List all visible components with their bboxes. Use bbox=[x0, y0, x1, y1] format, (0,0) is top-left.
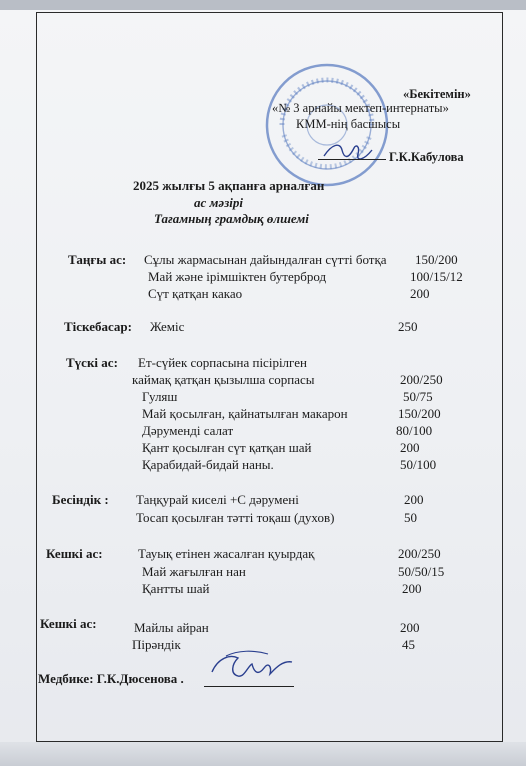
director-name: Г.К.Кабулова bbox=[389, 150, 464, 164]
menu-item-name: Май қосылған, қайнатылған макарон bbox=[142, 406, 348, 421]
menu-item-name: Қарабидай-бидай наны. bbox=[142, 457, 274, 472]
menu-item-amount: 200 bbox=[402, 581, 422, 596]
menu-item-name: Май жағылған нан bbox=[142, 564, 246, 579]
menu-item-amount: 45 bbox=[402, 637, 415, 652]
page-bottom-shadow bbox=[0, 742, 526, 766]
meal-label-snack: Тіскебасар: bbox=[64, 319, 132, 334]
page-top-shadow bbox=[0, 0, 526, 10]
meal-label-second-dinner: Кешкі ас: bbox=[40, 616, 97, 631]
director-signature bbox=[318, 138, 394, 168]
menu-item-amount: 150/200 bbox=[415, 252, 458, 267]
nurse-label: Медбике: Г.К.Дюсенова . bbox=[38, 671, 184, 686]
menu-item-name: Ет-сүйек сорпасына пісірілген bbox=[138, 355, 307, 370]
menu-item-amount: 200 bbox=[404, 492, 424, 507]
menu-item-amount: 150/200 bbox=[398, 406, 441, 421]
menu-item-name: Сұлы жармасынан дайындалған сүтті ботқа bbox=[144, 252, 387, 267]
menu-item-amount: 50/50/15 bbox=[398, 564, 445, 579]
nurse-signature-line bbox=[204, 686, 294, 687]
menu-item-name: Май және ірімшіктен бутерброд bbox=[148, 269, 327, 284]
meal-label-lunch: Түскі ас: bbox=[66, 355, 118, 370]
menu-item-amount: 200/250 bbox=[398, 546, 441, 561]
nurse-signature bbox=[208, 648, 300, 686]
approval-line-3: КММ-нің басшысы bbox=[296, 117, 401, 131]
menu-item-name: Пірәндік bbox=[132, 637, 181, 652]
menu-item-name: Майлы айран bbox=[134, 620, 209, 635]
menu-title: ас мәзірі bbox=[194, 195, 243, 210]
menu-item-amount: 100/15/12 bbox=[410, 269, 463, 284]
menu-item-amount: 200 bbox=[400, 440, 420, 455]
menu-item-amount: 80/100 bbox=[396, 423, 433, 438]
menu-item-name: Дәрумендi салат bbox=[142, 423, 234, 438]
approval-line-1: «Бекітемін» bbox=[403, 87, 471, 101]
director-signature-line bbox=[318, 159, 386, 160]
menu-item-name: Гуляш bbox=[142, 389, 178, 404]
menu-item-amount: 200 bbox=[410, 286, 430, 301]
menu-item-amount: 200 bbox=[400, 620, 420, 635]
menu-item-amount: 50 bbox=[404, 510, 417, 525]
approval-line-2: «№ 3 арнайы мектеп-интернаты» bbox=[272, 101, 449, 115]
menu-item-name: Қант қосылған сүт қатқан шай bbox=[142, 440, 312, 455]
menu-item-name: каймақ қатқан қызылша сорпасы bbox=[132, 372, 315, 387]
menu-item-name: Қантты шай bbox=[142, 581, 210, 596]
meal-label-dinner: Кешкі ас: bbox=[46, 546, 103, 561]
menu-subtitle: Тағамның грамдық өлшемі bbox=[154, 211, 309, 226]
menu-item-amount: 50/100 bbox=[400, 457, 437, 472]
meal-label-afternoon-snack: Бесiндiк : bbox=[52, 492, 109, 507]
menu-title-date: 2025 жылғы 5 ақпанға арналған bbox=[133, 178, 325, 193]
menu-item-name: Тосап қосылған тәтті тоқаш (духов) bbox=[136, 510, 335, 525]
menu-item-amount: 50/75 bbox=[403, 389, 433, 404]
meal-label-breakfast: Таңғы ас: bbox=[68, 252, 127, 267]
menu-item-name: Тауық етінен жасалған қуырдақ bbox=[138, 546, 315, 561]
menu-item-name: Жеміс bbox=[150, 319, 185, 334]
menu-item-amount: 200/250 bbox=[400, 372, 443, 387]
menu-item-name: Таңқурай киселi +С дәрумені bbox=[136, 492, 299, 507]
menu-item-name: Сүт қатқан какао bbox=[148, 286, 243, 301]
menu-item-amount: 250 bbox=[398, 319, 418, 334]
